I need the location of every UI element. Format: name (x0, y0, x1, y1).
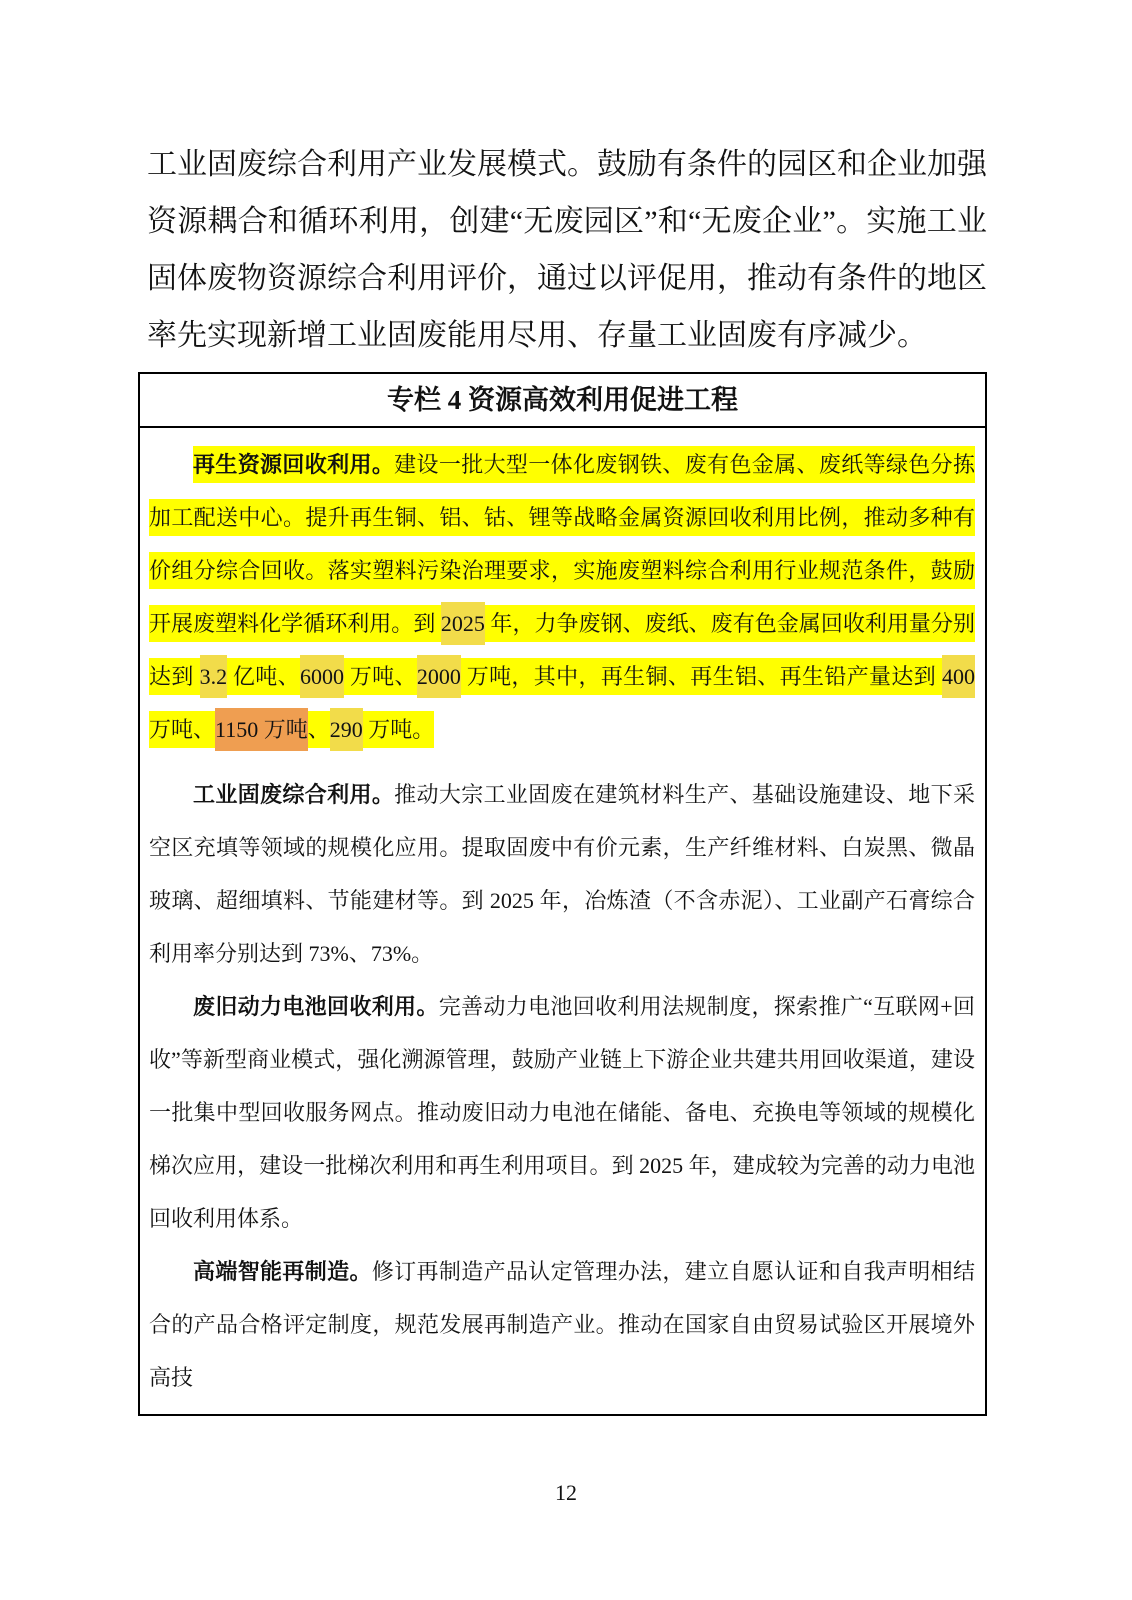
paragraph-lead: 工业固废综合利用。 (193, 782, 395, 807)
paragraph-lead: 废旧动力电池回收利用。 (193, 994, 439, 1019)
highlight-number: 6000 (300, 655, 344, 698)
paragraph-remanufacturing (149, 1245, 975, 1404)
callout-box (138, 372, 987, 1416)
highlight-segment: 建设一批大型一体化废钢铁、废有色金属、废纸等绿色分拣加工配送中心。提升再生铜、铝、钴、锂等战略金属资源回收利用比例，推动多种有价组分综合回收。落实塑料污染治理要求，实施废塑料综合利用行业规范条件，鼓励开展废塑料化学循环利用。到 (149, 446, 975, 642)
highlight-segment: 亿吨、 (227, 658, 300, 695)
paragraph-text: 完善动力电池回收利用法规制度，探索推广“互联网+回收”等新型商业模式，强化溯源管理，鼓励产业链上下游企业共建共用回收渠道，建设一批集中型回收服务网点。推动废旧动力电池在储能、备电、充换电等领域的规模化梯次应用，建设一批梯次利用和再生利用项目。到 2025 年，建成较为完善的动力电池回收利用体系。 (149, 994, 975, 1231)
highlight-segment: 年，力争废钢、废纸、废有色金属回收利用量分别达到 (149, 605, 975, 695)
highlight-number: 3.2 (200, 655, 228, 698)
highlight-segment: 万吨、 (149, 711, 215, 748)
highlight-number: 2025 (441, 602, 485, 645)
highlight-number: 400 (942, 655, 975, 698)
page-number: 12 (555, 1480, 577, 1505)
intro-paragraph: 工业固废综合利用产业发展模式。鼓励有条件的园区和企业加强资源耦合和循环利用，创建“无废园区”和“无废企业”。实施工业固体废物资源综合利用评价，通过以评促用，推动有条件的地区率先实现新增工业固废能用尽用、存量工业固废有序减少。 (147, 148, 987, 352)
highlight-number: 290 (330, 708, 363, 751)
callout-box-title: 专栏 4 资源高效利用促进工程 (140, 374, 985, 428)
highlight-segment: 万吨、 (344, 658, 417, 695)
highlight-number: 2000 (417, 655, 461, 698)
paragraph-lead: 再生资源回收利用。 (193, 446, 394, 483)
page-content (138, 136, 987, 1416)
paragraph-battery-recycling (149, 980, 975, 1245)
callout-box-body (140, 428, 985, 1414)
paragraph-recycled-resources (149, 438, 975, 756)
highlight-segment: 、 (308, 711, 330, 748)
paragraph-lead: 高端智能再制造。 (193, 1259, 372, 1284)
paragraph-industrial-solid-waste (149, 768, 975, 980)
highlight-segment: 万吨，其中，再生铜、再生铝、再生铅产量达到 (461, 658, 942, 695)
highlight-orange-segment: 1150 万吨 (215, 708, 308, 751)
highlight-segment: 万吨。 (363, 711, 435, 748)
paragraph-text: 修订再制造产品认定管理办法，建立自愿认证和自我声明相结合的产品合格评定制度，规范发展再制造产业。推动在国家自由贸易试验区开展境外高技 (149, 1259, 975, 1390)
paragraph-text: 推动大宗工业固废在建筑材料生产、基础设施建设、地下采空区充填等领域的规模化应用。提取固废中有价元素，生产纤维材料、白炭黑、微晶玻璃、超细填料、节能建材等。到 2025 年，冶炼渣（不含赤泥）、工业副产石膏综合利用率分别达到 73%、73%。 (149, 782, 975, 966)
